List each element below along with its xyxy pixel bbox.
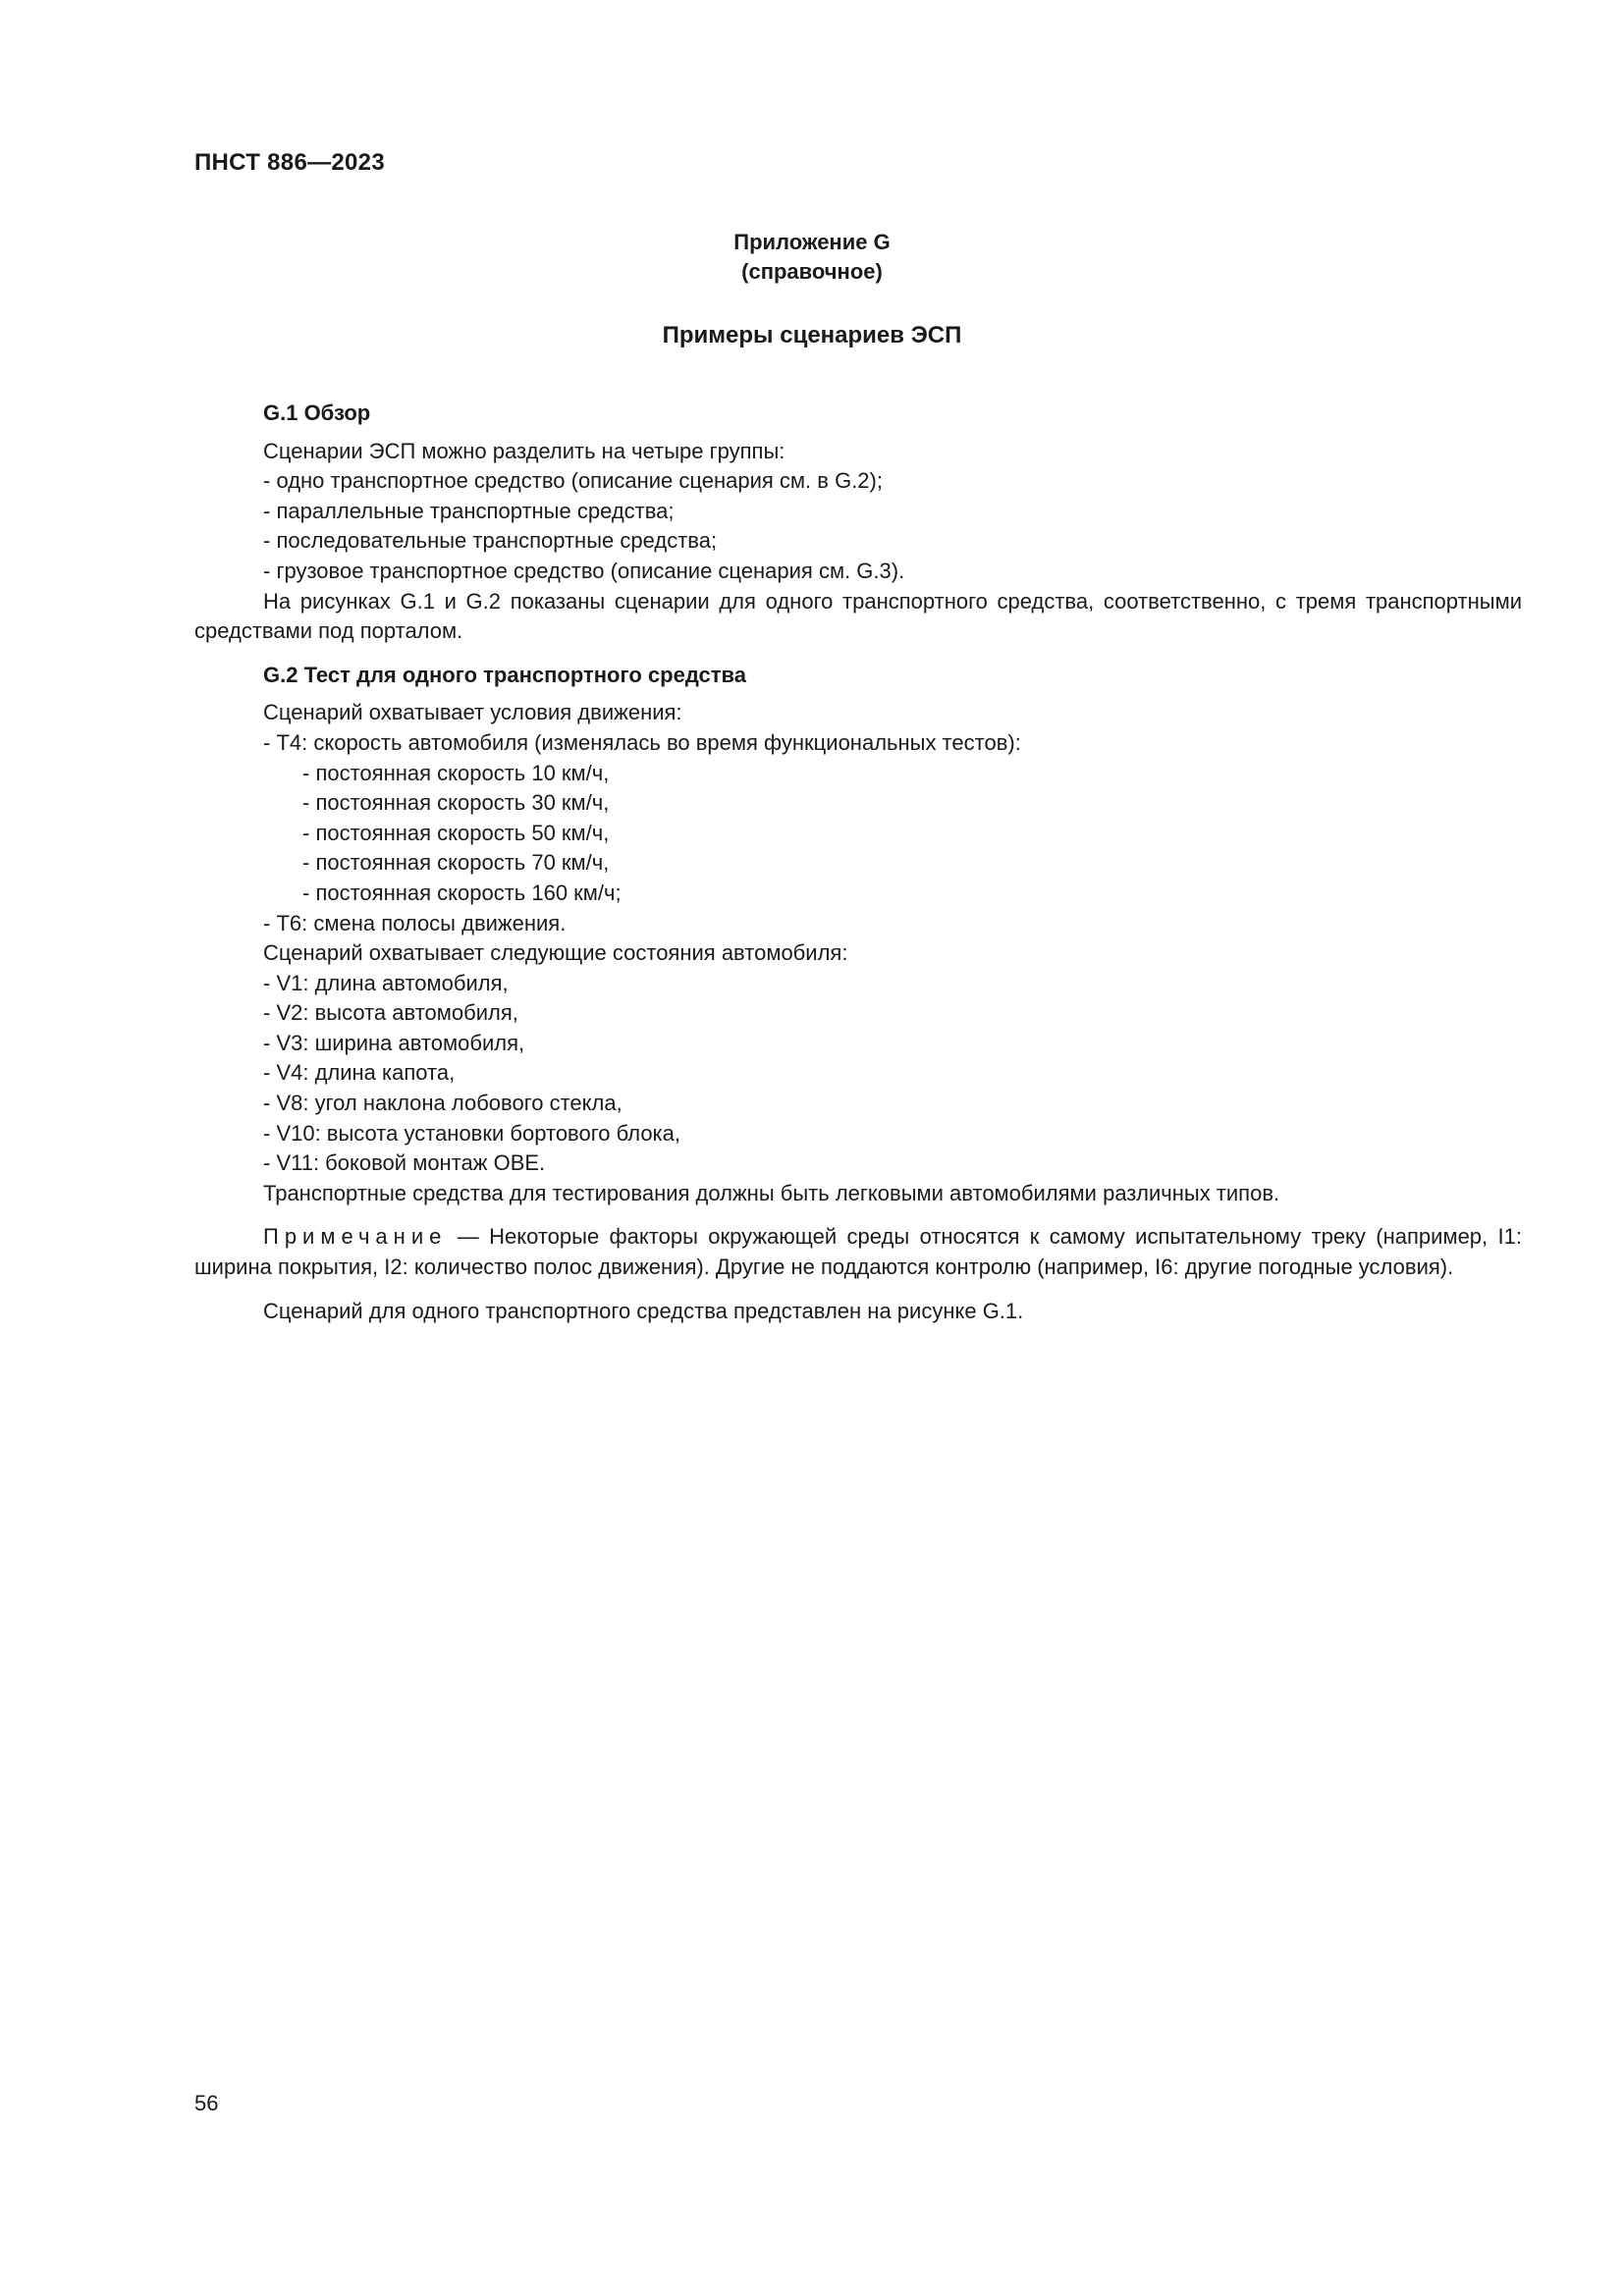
list-item: - постоянная скорость 30 км/ч, xyxy=(302,790,610,816)
annex-title: Примеры сценариев ЭСП xyxy=(662,322,962,348)
section-g1-heading: G.1 Обзор xyxy=(263,400,371,425)
annex-body xyxy=(194,399,1522,1326)
list-item: - параллельные транспортные средства; xyxy=(263,498,675,523)
section-g2-heading: G.2 Тест для одного транспортного средства xyxy=(263,662,746,687)
page-number: 56 xyxy=(194,2091,219,2115)
list-item: - V2: высота автомобиля, xyxy=(263,1000,518,1026)
list-item: - V10: высота установки бортового блока, xyxy=(263,1120,681,1146)
list-item: - V8: угол наклона лобового стекла, xyxy=(263,1091,623,1116)
document-code: ПНСТ 886—2023 xyxy=(194,149,385,176)
figure-reference: Сценарий для одного транспортного средства представлен на рисунке G.1. xyxy=(263,1298,1024,1323)
list-item: - V3: ширина автомобиля, xyxy=(263,1030,525,1055)
vehicle-states-intro: Сценарий охватывает следующие состояния автомобиля: xyxy=(263,940,848,966)
annex-status: (справочное) xyxy=(741,259,883,284)
list-item: - последовательные транспортные средства; xyxy=(263,528,718,554)
list-item: - Т4: скорость автомобиля (изменялась во время функциональных тестов): xyxy=(263,729,1021,755)
list-item: - постоянная скорость 10 км/ч, xyxy=(302,760,610,785)
list-item: - постоянная скорость 70 км/ч, xyxy=(302,850,610,876)
list-item: - одно транспортное средство (описание сценария см. в G.2); xyxy=(263,468,883,494)
list-item: - грузовое транспортное средство (описание сценария см. G.3). xyxy=(263,558,905,583)
list-item: - V1: длина автомобиля, xyxy=(263,970,509,995)
list-item: - постоянная скорость 160 км/ч; xyxy=(302,880,622,905)
vehicles-paragraph: Транспортные средства для тестирования должны быть легковыми автомобилями различных типов. xyxy=(263,1180,1280,1205)
annex-label: Приложение G xyxy=(733,230,891,254)
note-paragraph xyxy=(194,1222,1522,1282)
list-item: - V4: длина капота, xyxy=(263,1060,456,1086)
driving-conditions-intro: Сценарий охватывает условия движения: xyxy=(263,700,682,725)
section-g1-intro: Сценарии ЭСП можно разделить на четыре группы: xyxy=(263,438,785,463)
note-text: — Некоторые факторы окружающей среды относятся к самому испытательному треку (например, I1: ширина покрытия, I2: количество полос движения). Другие не поддаются контролю (например, I6: другие погодные условия). xyxy=(194,1224,1522,1280)
list-item: - постоянная скорость 50 км/ч, xyxy=(302,820,610,845)
list-item: - V11: боковой монтаж OBE. xyxy=(263,1150,546,1176)
list-item: - Т6: смена полосы движения. xyxy=(263,910,567,935)
figures-paragraph: На рисунках G.1 и G.2 показаны сценарии для одного транспортного средства, соответственно, с тремя транспортными средствами под порталом. xyxy=(194,588,1522,644)
note-label: Примечание xyxy=(263,1224,448,1250)
